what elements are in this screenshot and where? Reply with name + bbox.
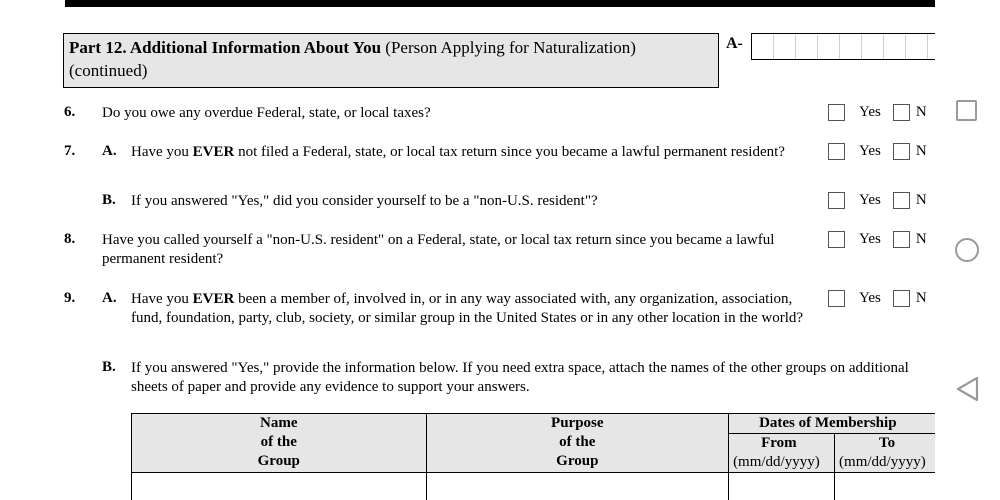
no-checkbox[interactable] xyxy=(893,143,910,160)
question-7a-text: Have you EVER not filed a Federal, state, or local tax return since you became a lawful permanent resident? xyxy=(131,144,785,160)
question-9a-text: Have you EVER been a member of, involved in, or in any way associated with, any organization, association, fund, foundation, party, club, society, or similar group in the United States or in any other location in the world? xyxy=(131,291,804,326)
question-number-8: 8. xyxy=(64,231,76,247)
yes-checkbox[interactable] xyxy=(828,143,845,160)
question-6-text: Do you owe any overdue Federal, state, or local taxes? xyxy=(102,105,431,121)
question-number-7: 7. xyxy=(64,143,76,159)
recent-apps-icon[interactable] xyxy=(956,100,977,121)
no-label: N xyxy=(915,290,927,306)
groups-table xyxy=(131,413,935,500)
question-7a-letter: A. xyxy=(102,143,117,159)
yes-label: Yes xyxy=(859,192,881,208)
no-checkbox[interactable] xyxy=(893,192,910,209)
date-to-cell[interactable] xyxy=(835,473,935,500)
question-8-text: Have you called yourself a "non-U.S. resident" on a Federal, state, or local tax return since you became a lawful permanent resident? xyxy=(102,232,775,267)
yes-checkbox[interactable] xyxy=(828,192,845,209)
question-9a-answer xyxy=(828,290,927,307)
col-header-dates: Dates of Membership xyxy=(729,414,935,434)
top-rule xyxy=(65,0,935,7)
no-label: N xyxy=(915,104,927,120)
question-6-answer xyxy=(828,104,927,121)
no-checkbox[interactable] xyxy=(893,290,910,307)
home-icon[interactable] xyxy=(955,238,979,262)
question-7a-answer xyxy=(828,143,927,160)
no-checkbox[interactable] xyxy=(893,104,910,121)
col-header-purpose: Purpose of the Group xyxy=(426,414,729,473)
yes-label: Yes xyxy=(859,231,881,247)
col-header-name: Name of the Group xyxy=(132,414,427,473)
question-number-9: 9. xyxy=(64,290,76,306)
yes-label: Yes xyxy=(859,290,881,306)
no-label: N xyxy=(915,192,927,208)
col-header-to: To (mm/dd/yyyy) xyxy=(835,434,935,473)
question-7b-text: If you answered "Yes," did you consider yourself to be a "non-U.S. resident"? xyxy=(131,193,598,209)
yes-label: Yes xyxy=(859,104,881,120)
no-label: N xyxy=(915,231,927,247)
question-7b-letter: B. xyxy=(102,192,116,208)
group-purpose-cell[interactable] xyxy=(426,473,729,500)
yes-label: Yes xyxy=(859,143,881,159)
back-icon[interactable] xyxy=(955,375,981,403)
part-subtitle: (Person Applying for Naturalization) (continued) xyxy=(69,38,636,80)
yes-checkbox[interactable] xyxy=(828,104,845,121)
group-name-cell[interactable] xyxy=(132,473,427,500)
a-number-field[interactable] xyxy=(751,33,935,60)
question-7b-answer xyxy=(828,192,927,209)
question-9a-letter: A. xyxy=(102,290,117,306)
part-title: Part 12. Additional Information About You xyxy=(69,38,382,57)
question-8-answer xyxy=(828,231,927,248)
part-header xyxy=(63,33,719,88)
no-label: N xyxy=(915,143,927,159)
question-9b-letter: B. xyxy=(102,359,116,375)
no-checkbox[interactable] xyxy=(893,231,910,248)
yes-checkbox[interactable] xyxy=(828,290,845,307)
question-number-6: 6. xyxy=(64,104,76,120)
question-9b-text: If you answered "Yes," provide the information below. If you need extra space, attach the names of the other groups on additional sheets of paper and provide any evidence to support your answers. xyxy=(131,360,909,395)
table-row xyxy=(132,473,936,500)
date-from-cell[interactable] xyxy=(729,473,835,500)
col-header-from: From (mm/dd/yyyy) xyxy=(729,434,835,473)
a-number-label: A- xyxy=(726,35,743,52)
yes-checkbox[interactable] xyxy=(828,231,845,248)
